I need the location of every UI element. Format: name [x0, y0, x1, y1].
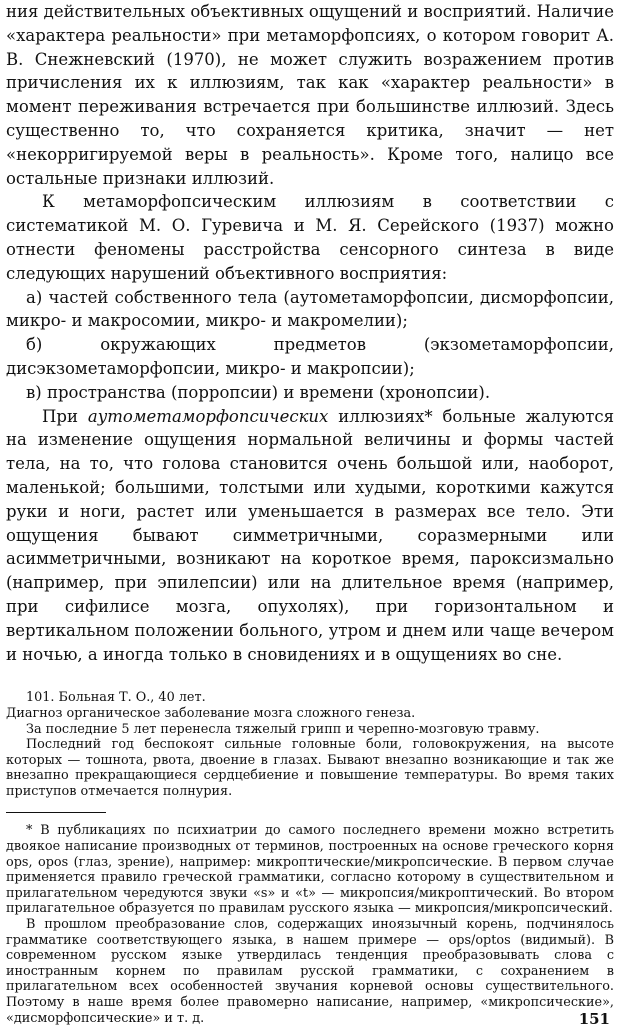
footnote-paragraph-2: В прошлом преобразование слов, содержащих иноязычный корень, подчинялось грамматике соответствующего языка, в нашем примере — ops/optos (видимый). В современном русском языке утвердилась тенденция преобразовывать слова с иностранным корнем по правилам русской грамматики, с сохранением в прилагательном всех особенностей звучания корневой основы существительного. Поэтому в наше время более правомерно написание, например, «микропсические», «дисморфопсические» и т. д.: [6, 917, 614, 1026]
paragraph-2: К метаморфопсическим иллюзиям в соответствии с систематикой М. О. Гуревича и М. Я. Серейского (1937) можно отнести феномены расстройства сенсорного синтеза в виде следующих нарушений объективного восприятия:: [6, 192, 614, 283]
footnote-divider: [6, 812, 106, 813]
main-text: [6, 0, 614, 666]
case-title: 101. Больная Т. О., 40 лет.: [26, 690, 206, 706]
list-item-a: а) частей собственного тела (аутометаморфопсии, дисморфопсии, микро- и макросомии, микро- и макромелии);: [6, 287, 614, 331]
page-number: 151: [578, 1010, 610, 1028]
case-report: [6, 690, 614, 799]
paragraph-3-lead: При: [42, 406, 88, 426]
case-diagnosis: Диагноз органическое заболевание мозга сложного генеза.: [6, 705, 416, 721]
paragraph-3: [6, 405, 614, 667]
list-item-c: в) пространства (порропсии) и времени (хронопсии).: [26, 382, 491, 402]
paragraph-1: ния действительных объективных ощущений и восприятий. Наличие «характера реальности» при метаморфопсиях, о котором говорит А. В. Снежневский (1970), не может служить возражением против причисления их к иллюзиям, так как «характер реальности» в момент переживания встречается при большинстве иллюзий. Здесь существенно то, что сохраняется критика, значит — нет «некорригируемой веры в реальность». Кроме того, налицо все остальные признаки иллюзий.: [6, 2, 614, 188]
footnote-paragraph-1: * В публикациях по психиатрии до самого последнего времени можно встретить двоякое написание производных от терминов, построенных на основе греческого корня ops, opos (глаз, зрение), например: микроптические/микропсические. В первом случае применяется правило греческой грамматики, согласно которому в существительном и прилагательном чередуются звуки «s» и «t» — микропсия/микроптический. Во втором прилагательное образуется по правилам русского языка — микропсия/микропсический.: [6, 823, 614, 917]
paragraph-3-rest: иллюзиях* больные жалуются на изменение ощущения нормальной величины и формы частей тела, на то, что голова становится очень большой или, наоборот, маленькой; большими, толстыми или худыми, короткими кажутся руки и ноги, растет или уменьшается в размерах все тело. Эти ощущения бывают симметричными, соразмерными или асимметричными, возникают на короткое время, пароксизмально (например, при эпилепсии) или на длительное время (например, при сифилисе мозга, опухолях), при горизонтальном и вертикальном положении больного, утром и днем или чаще вечером и ночью, а иногда только в сновидениях и в ощущениях во сне.: [6, 406, 614, 664]
paragraph-3-term: аутометаморфопсических: [87, 406, 329, 426]
footnote: [6, 823, 614, 1026]
case-symptoms: Последний год беспокоят сильные головные боли, головокружения, на высоте которых — тошнота, рвота, двоение в глазах. Бывают внезапно возникающие и так же внезапно прекращающиеся сердцебиение и повышение температуры. Во время таких приступов отмечается полнурия.: [6, 737, 614, 799]
case-history: За последние 5 лет перенесла тяжелый грипп и черепно-мозговую травму.: [26, 721, 540, 737]
list-item-b: б) окружающих предметов (экзометаморфопсии, дисэкзометаморфопсии, микро- и макропсии);: [6, 335, 614, 378]
